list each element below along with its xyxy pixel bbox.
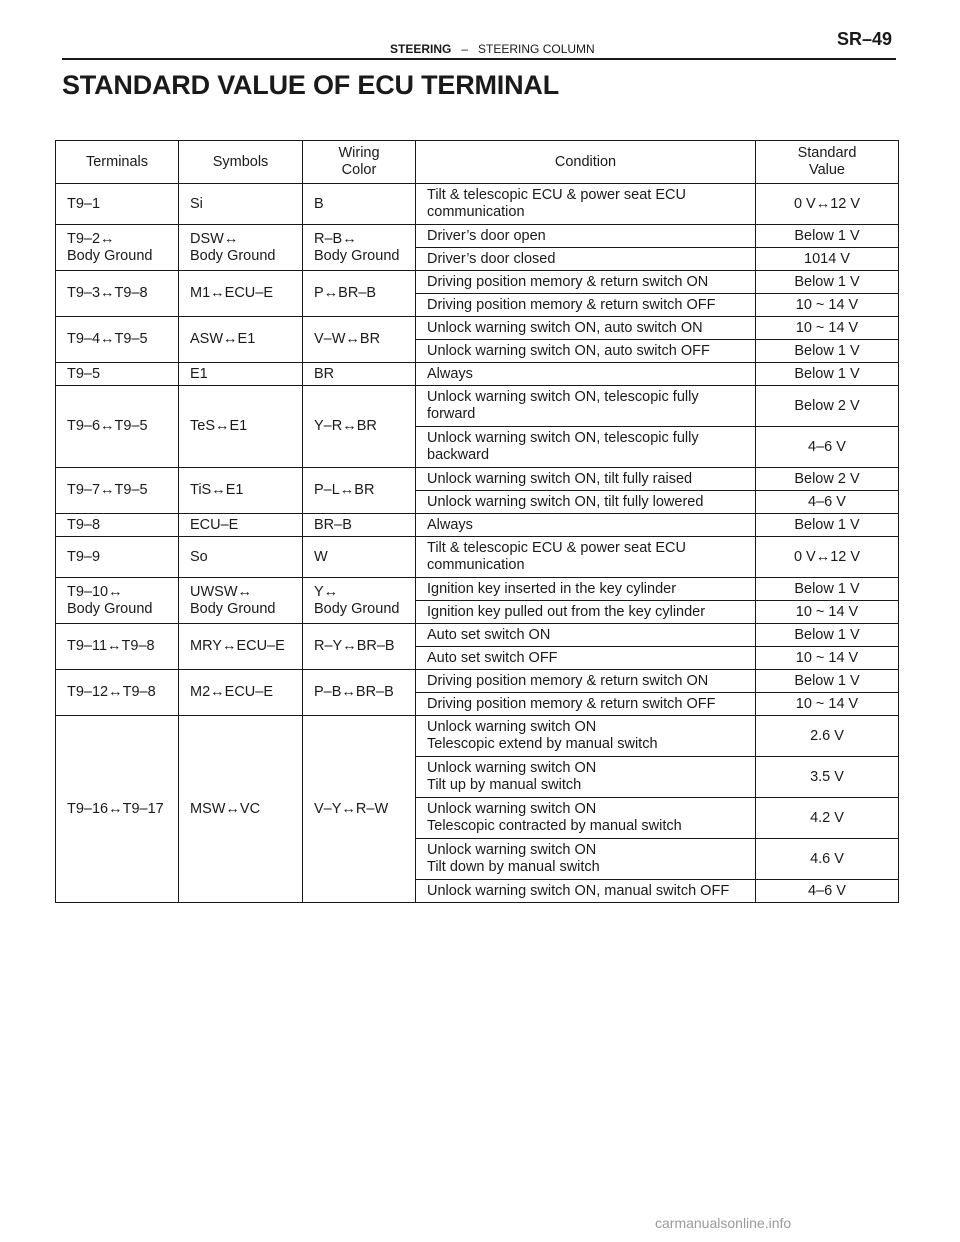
condition-cell: Unlock warning switch ON Tilt down by manual switch [416,839,756,880]
condition-cell: Unlock warning switch ON, auto switch ON [416,317,756,340]
standard-value-cell: Below 1 V [756,363,899,386]
site-watermark: carmanualsonline.info [655,1215,792,1231]
standard-value-cell: 4.2 V [756,798,899,839]
standard-value-cell: 4–6 V [756,491,899,514]
table-row [56,716,899,757]
symbols-cell: MSW↔VC [179,716,303,903]
condition-cell: Ignition key pulled out from the key cylinder [416,601,756,624]
wiring-color-cell: P–B↔BR–B [303,670,416,716]
terminals-cell: T9–8 [56,514,179,537]
table-row [56,578,899,601]
terminals-cell: T9–16↔T9–17 [56,716,179,903]
table-row [56,386,899,427]
standard-value-cell: Below 1 V [756,514,899,537]
table-row [56,271,899,294]
table-row [56,225,899,248]
condition-cell: Unlock warning switch ON, auto switch OFF [416,340,756,363]
terminals-cell: T9–6↔T9–5 [56,386,179,468]
standard-value-cell: Below 1 V [756,578,899,601]
column-header-symbols: Symbols [179,141,303,184]
column-header-wiring-color: Wiring Color [303,141,416,184]
symbols-cell: UWSW↔ Body Ground [179,578,303,624]
condition-cell: Unlock warning switch ON Tilt up by manual switch [416,757,756,798]
wiring-color-cell: BR [303,363,416,386]
condition-cell: Driving position memory & return switch ON [416,271,756,294]
wiring-color-cell: P–L↔BR [303,468,416,514]
column-header-condition: Condition [416,141,756,184]
terminals-cell: T9–12↔T9–8 [56,670,179,716]
wiring-color-cell: P↔BR–B [303,271,416,317]
table-row [56,363,899,386]
wiring-color-cell: R–Y↔BR–B [303,624,416,670]
standard-value-cell: Below 1 V [756,670,899,693]
standard-value-cell: 2.6 V [756,716,899,757]
page-number: SR–49 [837,29,893,49]
column-header-terminals: Terminals [56,141,179,184]
terminals-cell: T9–3↔T9–8 [56,271,179,317]
symbols-cell: E1 [179,363,303,386]
condition-cell: Tilt & telescopic ECU & power seat ECU communication [416,184,756,225]
table-row [56,624,899,647]
symbols-cell: TeS↔E1 [179,386,303,468]
condition-cell: Driver’s door open [416,225,756,248]
terminals-cell: T9–10↔ Body Ground [56,578,179,624]
section-name: STEERING [390,42,452,56]
condition-cell: Auto set switch ON [416,624,756,647]
symbols-cell: M2↔ECU–E [179,670,303,716]
condition-cell: Driving position memory & return switch OFF [416,294,756,317]
wiring-color-cell: B [303,184,416,225]
symbols-cell: So [179,537,303,578]
wiring-color-cell: V–Y↔R–W [303,716,416,903]
standard-value-cell: Below 2 V [756,386,899,427]
standard-value-cell: 4.6 V [756,839,899,880]
terminals-cell: T9–11↔T9–8 [56,624,179,670]
terminals-cell: T9–1 [56,184,179,225]
ecu-terminal-table [55,140,899,903]
table-row [56,670,899,693]
terminals-cell: T9–5 [56,363,179,386]
condition-cell: Unlock warning switch ON, tilt fully raised [416,468,756,491]
condition-cell: Unlock warning switch ON, telescopic fully forward [416,386,756,427]
condition-cell: Unlock warning switch ON, manual switch OFF [416,880,756,903]
condition-cell: Unlock warning switch ON, tilt fully lowered [416,491,756,514]
symbols-cell: TiS↔E1 [179,468,303,514]
symbols-cell: MRY↔ECU–E [179,624,303,670]
standard-value-cell: 10 ~ 14 V [756,317,899,340]
standard-value-cell: 1014 V [756,248,899,271]
standard-value-cell: 4–6 V [756,880,899,903]
symbols-cell: ASW↔E1 [179,317,303,363]
header-divider [62,58,896,60]
table-header-row [56,141,899,184]
running-head [390,42,595,56]
standard-value-cell: 4–6 V [756,427,899,468]
wiring-color-cell: W [303,537,416,578]
table-body [56,184,899,903]
wiring-color-cell: BR–B [303,514,416,537]
table-row [56,184,899,225]
wiring-color-cell: V–W↔BR [303,317,416,363]
table-row [56,537,899,578]
wiring-color-cell: Y↔ Body Ground [303,578,416,624]
condition-cell: Unlock warning switch ON, telescopic fully backward [416,427,756,468]
condition-cell: Ignition key inserted in the key cylinder [416,578,756,601]
condition-cell: Driving position memory & return switch OFF [416,693,756,716]
condition-cell: Unlock warning switch ON Telescopic contracted by manual switch [416,798,756,839]
standard-value-cell: Below 1 V [756,624,899,647]
condition-cell: Always [416,514,756,537]
condition-cell: Auto set switch OFF [416,647,756,670]
column-header-standard-value: Standard Value [756,141,899,184]
terminals-cell: T9–2↔ Body Ground [56,225,179,271]
condition-cell: Tilt & telescopic ECU & power seat ECU communication [416,537,756,578]
standard-value-cell: Below 2 V [756,468,899,491]
terminals-cell: T9–9 [56,537,179,578]
standard-value-cell: 10 ~ 14 V [756,601,899,624]
symbols-cell: M1↔ECU–E [179,271,303,317]
symbols-cell: Si [179,184,303,225]
standard-value-cell: Below 1 V [756,271,899,294]
standard-value-cell: 0 V↔12 V [756,537,899,578]
standard-value-cell: Below 1 V [756,340,899,363]
standard-value-cell: Below 1 V [756,225,899,248]
table-row [56,468,899,491]
terminals-cell: T9–7↔T9–5 [56,468,179,514]
wiring-color-cell: Y–R↔BR [303,386,416,468]
standard-value-cell: 10 ~ 14 V [756,693,899,716]
condition-cell: Driver’s door closed [416,248,756,271]
standard-value-cell: 10 ~ 14 V [756,647,899,670]
wiring-color-cell: R–B↔ Body Ground [303,225,416,271]
subsection-name: STEERING COLUMN [478,42,595,56]
header-separator: – [461,42,469,56]
standard-value-cell: 0 V↔12 V [756,184,899,225]
page-title: STANDARD VALUE OF ECU TERMINAL [62,70,559,100]
standard-value-cell: 10 ~ 14 V [756,294,899,317]
table-row [56,317,899,340]
standard-value-cell: 3.5 V [756,757,899,798]
symbols-cell: ECU–E [179,514,303,537]
terminals-cell: T9–4↔T9–5 [56,317,179,363]
condition-cell: Always [416,363,756,386]
condition-cell: Driving position memory & return switch ON [416,670,756,693]
table-row [56,514,899,537]
symbols-cell: DSW↔ Body Ground [179,225,303,271]
condition-cell: Unlock warning switch ON Telescopic extend by manual switch [416,716,756,757]
